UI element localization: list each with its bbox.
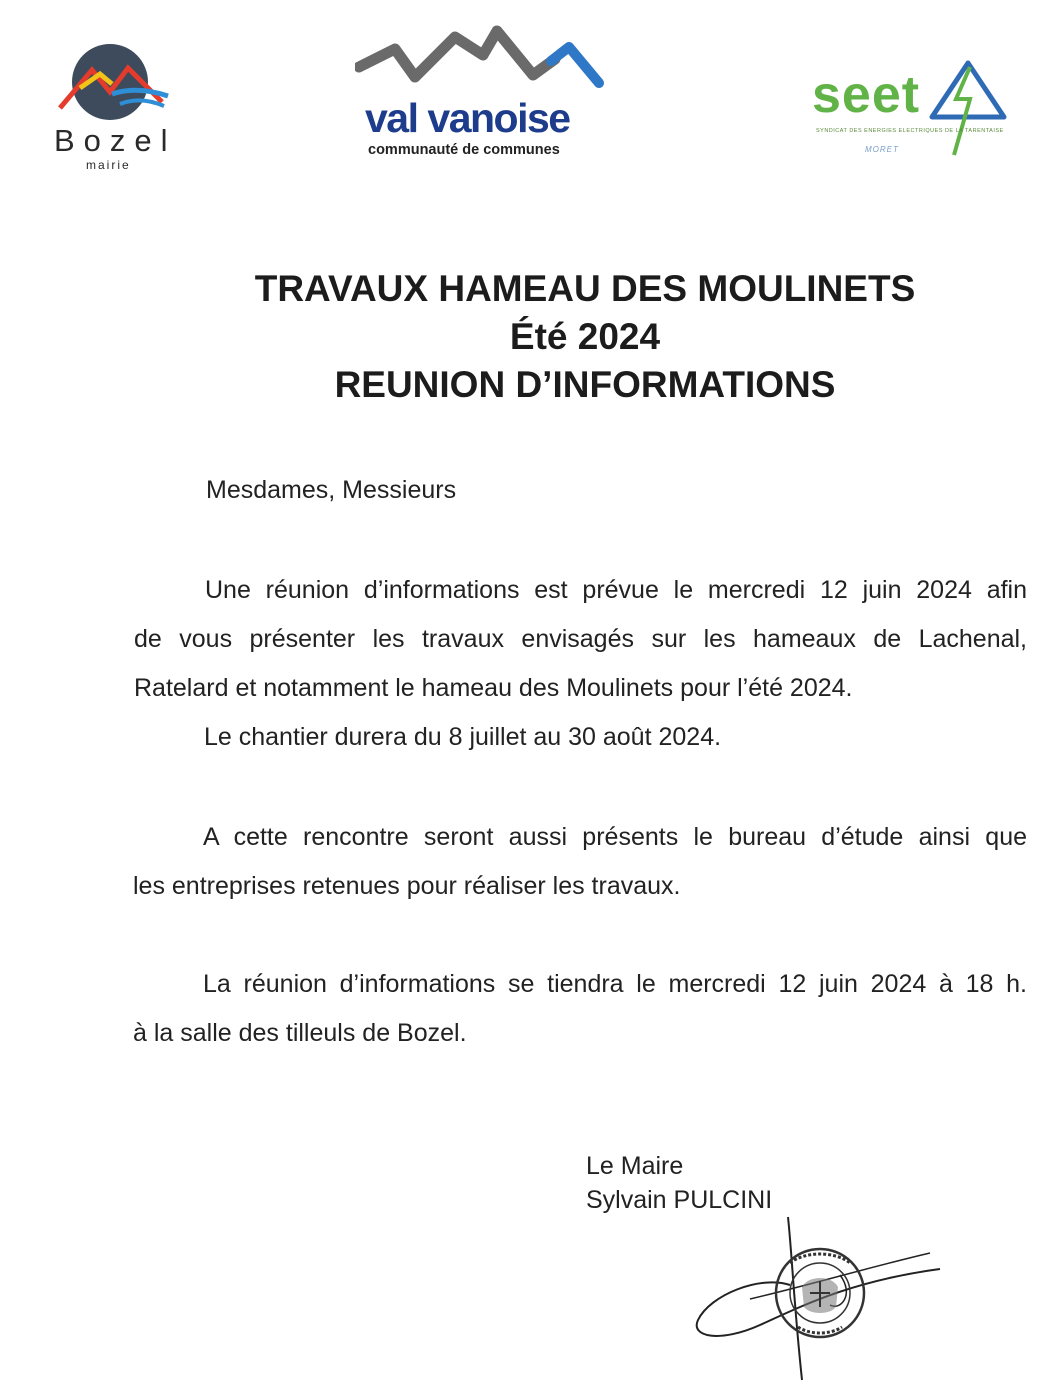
seet-logo-place: MORET xyxy=(865,145,899,154)
title-line-1: TRAVAUX HAMEAU DES MOULINETS xyxy=(254,268,916,309)
val-vanoise-logo-subtitle: communauté de communes xyxy=(368,142,560,158)
signature-stamp-icon xyxy=(690,1215,950,1385)
bozel-emblem-icon xyxy=(50,40,190,130)
bozel-logo-name: Bozel xyxy=(54,123,177,158)
seet-logo xyxy=(810,55,1010,165)
paragraph-3-line-1: A cette rencontre seront aussi présents le bureau d’étude ainsi que xyxy=(203,823,1027,851)
paragraph-3-line-2: les entreprises retenues pour réaliser les travaux. xyxy=(133,872,681,900)
signatory-name: Sylvain PULCINI xyxy=(586,1186,773,1214)
signature-and-stamp xyxy=(690,1215,950,1385)
seet-logo-subtitle: SYNDICAT DES ENERGIES ELECTRIQUES DE LA TARENTAISE xyxy=(816,128,1004,134)
paragraph-4-line-1: La réunion d’informations se tiendra le mercredi 12 juin 2024 à 18 h. xyxy=(203,970,1027,998)
paragraph-1-line-3: Ratelard et notamment le hameau des Moulinets pour l’été 2024. xyxy=(134,674,853,702)
paragraph-1-line-2: de vous présenter les travaux envisagés sur les hameaux de Lachenal, xyxy=(134,625,1027,653)
signatory-role: Le Maire xyxy=(586,1152,684,1180)
seet-logo-name: seet xyxy=(812,66,921,124)
val-vanoise-logo xyxy=(355,25,605,165)
title-line-3: REUNION D’INFORMATIONS xyxy=(334,364,836,405)
mountains-icon xyxy=(355,25,605,100)
val-vanoise-logo-name: val vanoise xyxy=(365,95,570,141)
bozel-logo xyxy=(50,40,190,175)
title-line-2: Été 2024 xyxy=(509,316,661,357)
bozel-logo-subtitle: mairie xyxy=(86,158,131,172)
paragraph-4-line-2: à la salle des tilleuls de Bozel. xyxy=(133,1019,467,1047)
paragraph-2: Le chantier durera du 8 juillet au 30 août 2024. xyxy=(204,723,722,751)
paragraph-1-line-1: Une réunion d’informations est prévue le mercredi 12 juin 2024 afin xyxy=(205,576,1027,604)
salutation: Mesdames, Messieurs xyxy=(206,476,457,504)
